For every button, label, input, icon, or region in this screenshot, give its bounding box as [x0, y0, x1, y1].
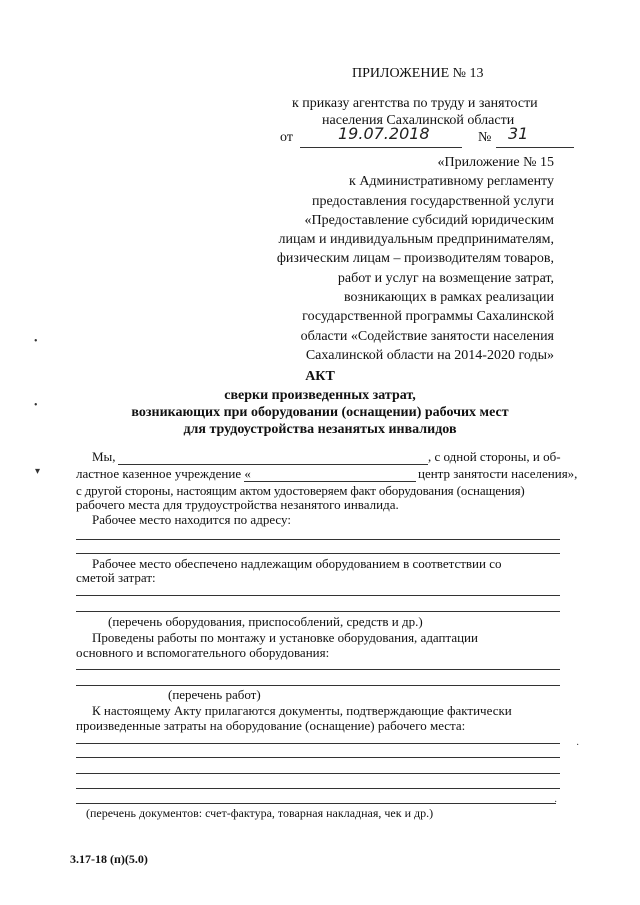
works-caption: (перечень работ)	[168, 687, 261, 702]
appendix-15-line: предоставления государственной услуги	[312, 193, 554, 209]
number-handwritten: 31	[508, 124, 529, 143]
we-label: Мы,	[92, 449, 116, 464]
documents-line-3	[76, 773, 560, 774]
scan-speck: •	[34, 400, 38, 411]
parties-underline	[118, 464, 428, 465]
certify-text: с другой стороны, настоящим актом удостоверяем факт оборудования (оснащения)	[76, 483, 525, 498]
equipment-caption: (перечень оборудования, приспособлений, средств и др.)	[108, 614, 423, 629]
works-line-2	[76, 685, 560, 686]
scan-speck: ▾	[35, 466, 41, 477]
number-underline	[496, 147, 574, 148]
documents-caption: (перечень документов: счет-фактура, товарная накладная, чек и др.)	[86, 806, 434, 820]
date-handwritten: 19.07.2018	[338, 124, 430, 143]
documents-line-4	[76, 788, 560, 789]
one-side-text: , с одной стороны, и об-	[428, 449, 561, 464]
appendix-15-line: «Предоставление субсидий юридическим	[304, 212, 554, 228]
appendix-15-line: работ и услуг на возмещение затрат,	[337, 270, 554, 286]
address-line-1	[76, 539, 560, 540]
workplace-text: рабочего места для трудоустройства незанятого инвалида.	[76, 497, 399, 512]
appendix-15-line: области «Содействие занятости населения	[300, 328, 554, 344]
form-code: 3.17-18 (п)(5.0)	[70, 852, 148, 866]
from-label: от	[280, 130, 293, 145]
documents-line-5	[76, 803, 556, 804]
works-line-1	[76, 669, 560, 670]
equipment-line-2	[76, 611, 560, 612]
appendix-15-line: возникающих в рамках реализации	[344, 290, 554, 306]
date-underline	[300, 147, 462, 148]
appendix-15-line: «Приложение № 15	[437, 155, 554, 170]
appendix-15-line: лицам и индивидуальным предпринимателям,	[278, 232, 554, 248]
documents-line-1	[76, 743, 560, 744]
institution-underline	[244, 481, 416, 482]
appendix-15-line: к Административному регламенту	[349, 174, 554, 190]
works-text-2: основного и вспомогательного оборудования:	[76, 645, 330, 660]
scan-speck: ·	[576, 740, 580, 751]
works-text: Проведены работы по монтажу и установке оборудования, адаптации	[92, 630, 478, 645]
appendix-15-line: Сахалинской области на 2014-2020 годы»	[305, 347, 554, 363]
documents-text-2: произведенные затраты на оборудование (оснащение) рабочего места:	[76, 718, 466, 733]
address-label: Рабочее место находится по адресу:	[92, 512, 291, 527]
documents-line-2	[76, 757, 560, 758]
equipment-text: Рабочее место обеспечено надлежащим оборудованием в соответствии со	[92, 556, 502, 571]
number-label: №	[478, 130, 492, 145]
appendix-15-line: государственной программы Сахалинской	[302, 309, 554, 325]
appendix-15-block	[277, 153, 554, 365]
act-subtitle-2: возникающих при оборудовании (оснащении) рабочих мест	[131, 405, 509, 420]
act-title: АКТ	[305, 369, 335, 384]
equipment-line-1	[76, 595, 560, 596]
documents-text: К настоящему Акту прилагаются документы, подтверждающие фактически	[92, 703, 512, 718]
scan-speck: ·	[554, 797, 558, 808]
order-line-2: населения Сахалинской области	[322, 113, 515, 128]
address-line-2	[76, 553, 560, 554]
institution-label: ластное казенное учреждение «	[76, 466, 251, 481]
act-subtitle-1: сверки произведенных затрат,	[224, 388, 416, 403]
employment-center-text: центр занятости населения»,	[418, 466, 578, 481]
scan-speck: •	[34, 336, 38, 347]
order-line-1: к приказу агентства по труду и занятости	[292, 96, 538, 111]
estimate-text: сметой затрат:	[76, 570, 156, 585]
act-subtitle-3: для трудоустройства незанятых инвалидов	[183, 422, 457, 437]
appendix-15-line: физическим лицам – производителям товаров,	[276, 251, 554, 267]
appendix-13-title: ПРИЛОЖЕНИЕ № 13	[352, 66, 484, 81]
